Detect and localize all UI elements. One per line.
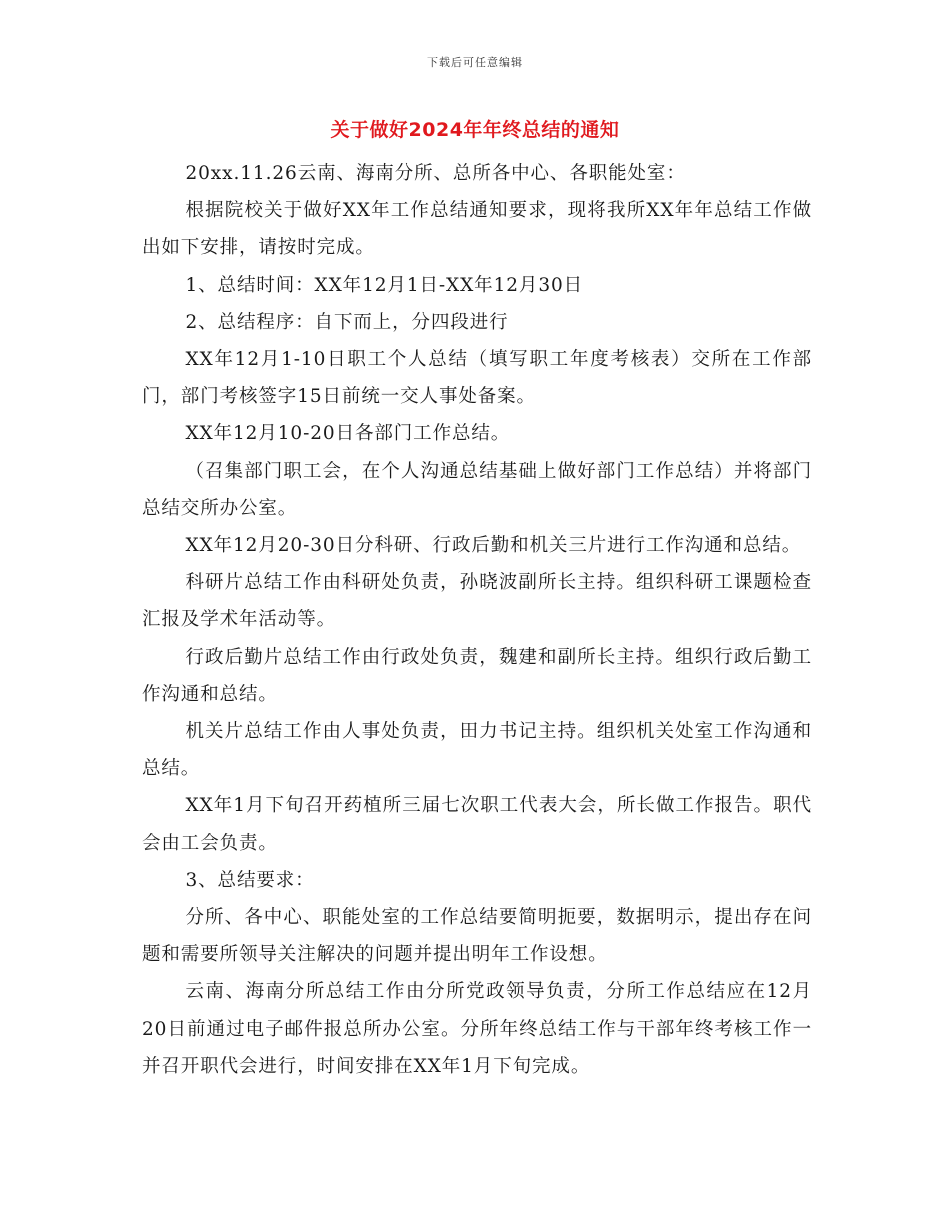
paragraph-requirements-heading: 3、总结要求： xyxy=(185,869,315,891)
document-body xyxy=(142,155,812,1085)
paragraph-stage-4: XX年1月下旬召开药植所三届七次职工代表大会，所长做工作报告。职代会由工会负责。 xyxy=(142,795,812,854)
paragraph-time: 1、总结时间：XX年12月1日-XX年12月30日 xyxy=(185,274,584,296)
paragraph-intro: 根据院校关于做好XX年工作总结通知要求，现将我所XX年年总结工作做出如下安排，请按时完成。 xyxy=(142,200,812,259)
header-note: 下载后可任意编辑 xyxy=(427,56,523,69)
document-title: 关于做好2024年年终总结的通知 xyxy=(330,119,620,141)
paragraph-recipients: 20xx.11.26云南、海南分所、总所各中心、各职能处室： xyxy=(185,163,686,184)
paragraph-branches: 云南、海南分所总结工作由分所党政领导负责，分所工作总结应在12月20日前通过电子邮件报总所办公室。分所年终总结工作与干部年终考核工作一并召开职代会进行，时间安排在XX年1月下旬完成。 xyxy=(142,981,812,1077)
paragraph-requirements: 分所、各中心、职能处室的工作总结要简明扼要，数据明示，提出存在问题和需要所领导关注解决的问题并提出明年工作设想。 xyxy=(142,907,812,966)
paragraph-admin: 行政后勤片总结工作由行政处负责，魏建和副所长主持。组织行政后勤工作沟通和总结。 xyxy=(142,646,812,705)
paragraph-stage-2: XX年12月10-20日各部门工作总结。 xyxy=(185,423,511,445)
paragraph-stage-3: XX年12月20-30日分科研、行政后勤和机关三片进行工作沟通和总结。 xyxy=(185,535,802,557)
paragraph-procedure: 2、总结程序：自下而上，分四段进行 xyxy=(185,311,509,333)
paragraph-stage-2-detail: （召集部门职工会，在个人沟通总结基础上做好部门工作总结）并将部门总结交所办公室。 xyxy=(142,460,812,519)
paragraph-stage-1: XX年12月1-10日职工个人总结（填写职工年度考核表）交所在工作部门，部门考核签字15日前统一交人事处备案。 xyxy=(142,349,812,408)
paragraph-research: 科研片总结工作由科研处负责，孙晓波副所长主持。组织科研工课题检查汇报及学术年活动等。 xyxy=(142,572,812,631)
paragraph-office: 机关片总结工作由人事处负责，田力书记主持。组织机关处室工作沟通和总结。 xyxy=(142,721,812,780)
